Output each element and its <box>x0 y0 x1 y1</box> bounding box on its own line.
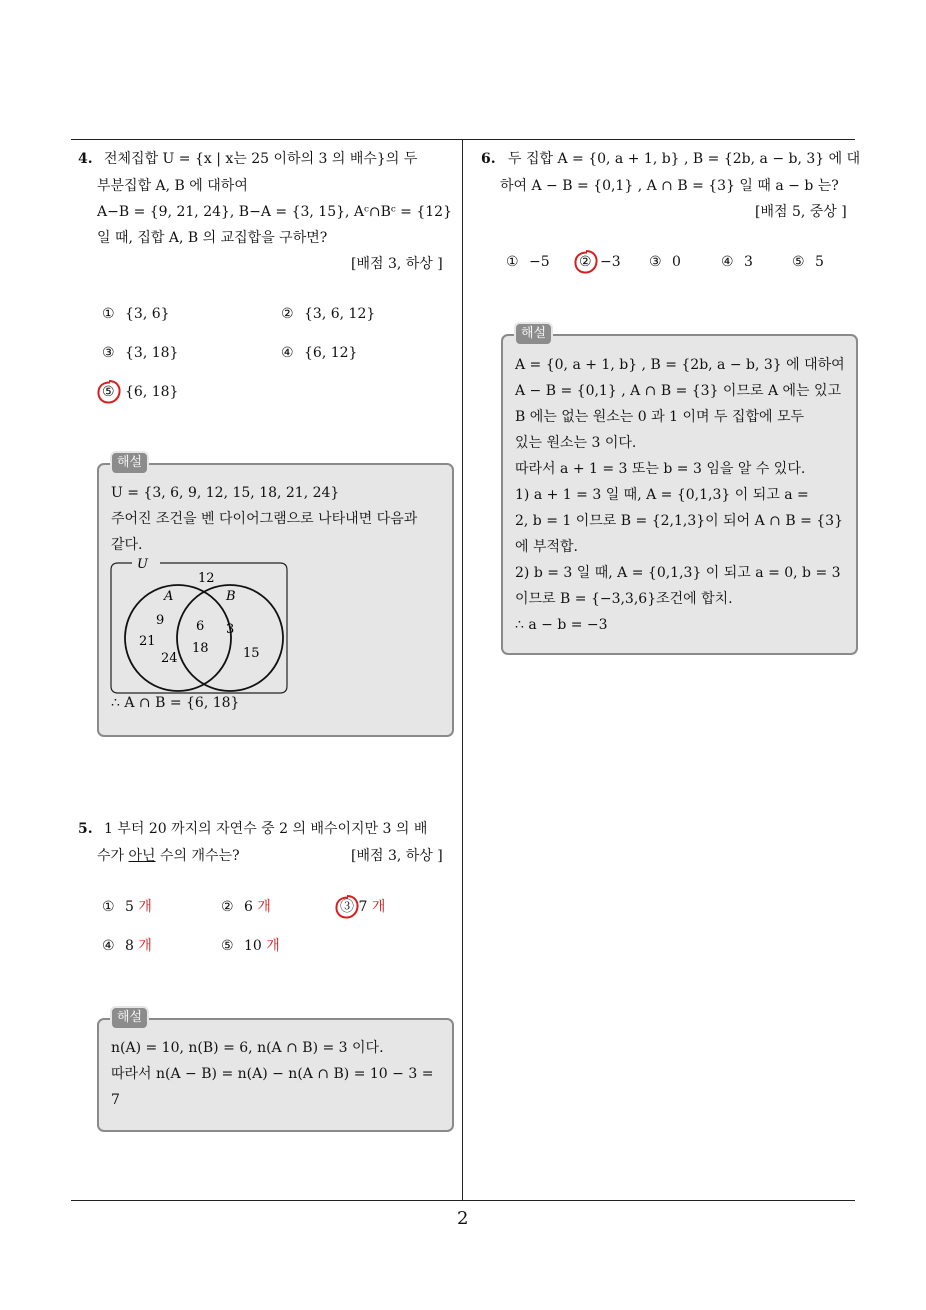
solution-line: U = {3, 6, 9, 12, 15, 18, 21, 24} <box>111 485 340 501</box>
solution-line: 따라서 n(A − B) = n(A) − n(A ∩ B) = 10 − 3 = <box>111 1066 434 1082</box>
venn-a-only-value: 24 <box>161 651 178 666</box>
question-number: 5. <box>78 821 93 837</box>
venn-a-only-value: 21 <box>139 634 156 649</box>
choice-text: 5 <box>815 254 824 270</box>
bottom-rule <box>71 1200 855 1201</box>
choice-unit: 개 <box>138 899 152 915</box>
choice-number: 7 <box>358 899 368 915</box>
top-rule <box>71 139 855 140</box>
choice-mark: ① <box>102 899 115 915</box>
solution-line: 같다. <box>111 537 143 553</box>
solution-line: A = {0, a + 1, b} , B = {2b, a − b, 3} 에 대하여 <box>515 357 845 373</box>
solution-label: 해설 <box>110 451 149 475</box>
solution-label: 해설 <box>514 322 553 346</box>
choice-unit: 개 <box>138 938 152 954</box>
choice-text: −5 <box>529 254 550 270</box>
underlined-word: 아닌 <box>128 848 156 864</box>
venn-both-value: 6 <box>196 619 205 634</box>
solution-line: B 에는 없는 원소는 0 과 1 이며 두 집합에 모두 <box>515 409 804 425</box>
choice-mark: ① <box>506 254 519 270</box>
choice-5[interactable] <box>221 936 280 956</box>
choice-1[interactable] <box>506 252 550 272</box>
venn-a-only-value: 9 <box>156 613 165 628</box>
choice-text: {3, 18} <box>125 345 179 361</box>
venn-diagram <box>108 553 292 695</box>
solution-line: 에 부적합. <box>515 539 578 555</box>
choice-3[interactable] <box>102 343 178 363</box>
choice-mark: ② <box>221 899 234 915</box>
choice-number: 10 <box>244 938 262 954</box>
question-text: 수가 <box>97 848 129 864</box>
choice-text: {6, 12} <box>304 345 358 361</box>
choice-mark: ④ <box>721 254 734 270</box>
score-difficulty: [배점 3, 하상 ] <box>351 848 443 864</box>
choice-number: 8 <box>125 938 134 954</box>
choice-unit: 개 <box>257 899 271 915</box>
choice-mark: ③ <box>102 345 115 361</box>
choice-number: 6 <box>244 899 253 915</box>
choice-2[interactable] <box>281 304 375 324</box>
question-text-line: 부분집합 A, B 에 대하여 <box>97 178 248 194</box>
venn-label-a: A <box>164 589 174 604</box>
solution-line: 7 <box>111 1092 120 1108</box>
question-text-line-2 <box>97 846 240 866</box>
venn-universe-label: U <box>137 557 148 572</box>
question-text-line: 두 집합 A = {0, a + 1, b} , B = {2b, a − b, 3} 에 대 <box>508 151 861 167</box>
score-difficulty: [배점 3, 하상 ] <box>351 256 443 272</box>
page-number: 2 <box>457 1208 469 1229</box>
venn-b-only-value: 3 <box>226 622 235 637</box>
choice-mark: ③ <box>340 899 354 915</box>
venn-outside-12: 12 <box>198 571 215 586</box>
choice-number: 5 <box>125 899 134 915</box>
solution-line: ∴ a − b = −3 <box>515 617 608 633</box>
choice-mark: ⑤ <box>792 254 805 270</box>
choice-text: 0 <box>672 254 681 270</box>
venn-b-only-value: 15 <box>243 646 260 661</box>
choice-3[interactable] <box>649 252 681 272</box>
answer-circle-icon <box>572 248 600 276</box>
answer-circle-icon <box>333 893 361 921</box>
solution-line: 이므로 B = {−3,3,6}조건에 합치. <box>515 591 733 607</box>
answer-circle-icon <box>95 378 123 406</box>
choice-unit: 개 <box>371 899 386 915</box>
choice-unit: 개 <box>266 938 280 954</box>
choice-1[interactable] <box>102 897 152 917</box>
choice-4[interactable] <box>281 343 357 363</box>
venn-label-b: B <box>226 589 236 604</box>
solution-conclusion: ∴ A ∩ B = {6, 18} <box>111 695 240 711</box>
solution-label: 해설 <box>110 1006 149 1030</box>
question-text-line: 1 부터 20 까지의 자연수 중 2 의 배수이지만 3 의 배 <box>104 821 428 837</box>
choice-text: {3, 6} <box>125 306 170 322</box>
choice-5[interactable] <box>792 252 824 272</box>
choice-1[interactable] <box>102 304 170 324</box>
choice-mark: ⑤ <box>102 384 115 400</box>
solution-line: 1) a + 1 = 3 일 때, A = {0,1,3} 이 되고 a = <box>515 487 809 503</box>
choice-text: 3 <box>744 254 753 270</box>
question-text-line: A−B = {9, 21, 24}, B−A = {3, 15}, Aᶜ∩Bᶜ = {12} <box>97 204 452 220</box>
solution-line: 따라서 a + 1 = 3 또는 b = 3 임을 알 수 있다. <box>515 461 806 477</box>
question-text: 수의 개수는? <box>155 848 240 864</box>
choice-text: {6, 18} <box>125 384 179 400</box>
choice-mark: ⑤ <box>221 938 234 954</box>
choice-4[interactable] <box>102 936 152 956</box>
choice-mark: ② <box>579 254 592 270</box>
solution-line: A − B = {0,1} , A ∩ B = {3} 이므로 A 에는 있고 <box>515 383 842 399</box>
choice-mark: ④ <box>281 345 294 361</box>
score-difficulty: [배점 5, 중상 ] <box>755 204 847 220</box>
choice-text: {3, 6, 12} <box>304 306 376 322</box>
question-text-line: 일 때, 집합 A, B 의 교집합을 구하면? <box>97 230 328 246</box>
choice-mark: ② <box>281 306 294 322</box>
venn-both-value: 18 <box>192 641 209 656</box>
solution-line: 주어진 조건을 벤 다이어그램으로 나타내면 다음과 <box>111 511 418 527</box>
solution-line: n(A) = 10, n(B) = 6, n(A ∩ B) = 3 이다. <box>111 1040 384 1056</box>
question-text-line: 하여 A − B = {0,1} , A ∩ B = {3} 일 때 a − b 는? <box>500 178 839 194</box>
question-number: 4. <box>78 151 93 167</box>
choice-4[interactable] <box>721 252 753 272</box>
column-divider <box>462 139 463 1200</box>
choice-2[interactable] <box>221 897 271 917</box>
choice-mark: ④ <box>102 938 115 954</box>
solution-line: 2) b = 3 일 때, A = {0,1,3} 이 되고 a = 0, b = 3 <box>515 565 841 581</box>
solution-line: 2, b = 1 이므로 B = {2,1,3}이 되어 A ∩ B = {3} <box>515 513 843 529</box>
question-text-line: 전체집합 U = {x | x는 25 이하의 3 의 배수}의 두 <box>104 151 418 167</box>
choice-text: −3 <box>600 254 621 270</box>
choice-mark: ③ <box>649 254 662 270</box>
choice-mark: ① <box>102 306 115 322</box>
solution-line: 있는 원소는 3 이다. <box>515 435 637 451</box>
question-number: 6. <box>481 151 496 167</box>
